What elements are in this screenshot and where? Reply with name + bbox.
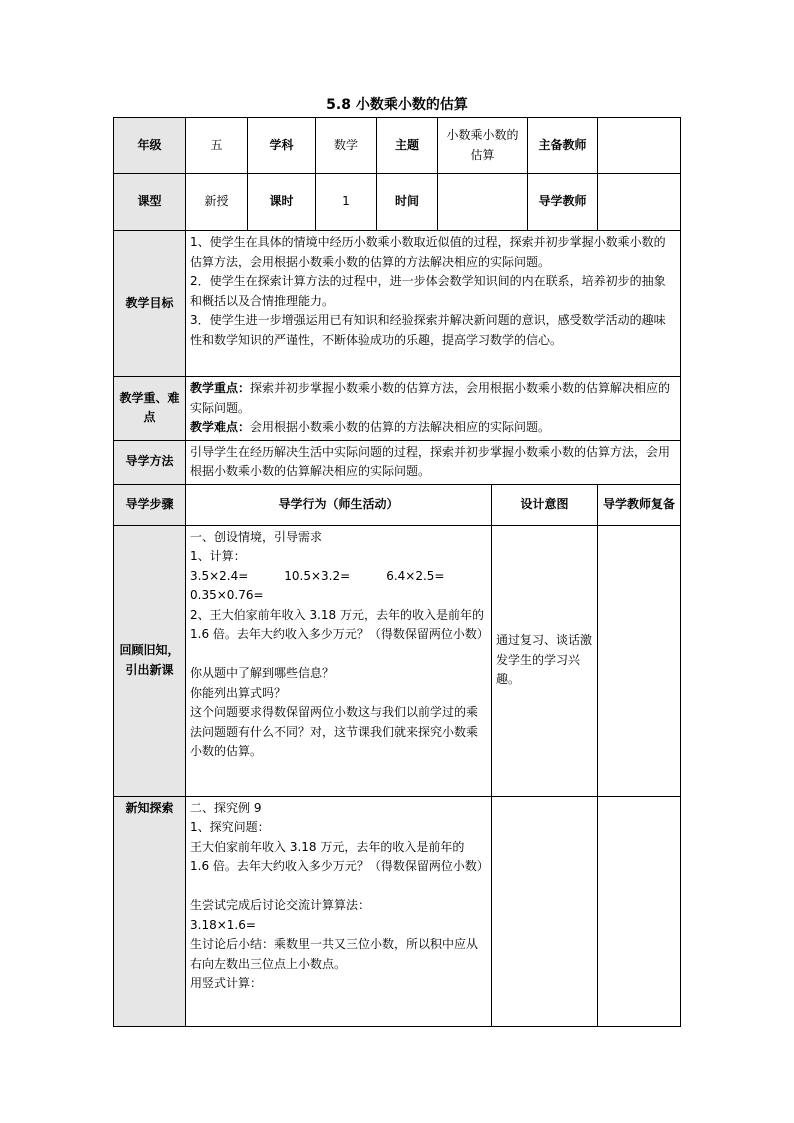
section1-heading: 一、创设情境，引导需求 xyxy=(190,529,323,544)
document-title: 5.8 小数乘小数的估算 xyxy=(326,97,468,113)
section2-expression: 3.18×1.6= xyxy=(190,917,256,932)
objectives-row xyxy=(114,231,681,377)
calc-line-1: 3.5×2.4= 10.5×3.2= 6.4×2.5= xyxy=(190,568,445,583)
info-row-1 xyxy=(114,118,681,174)
section1-row xyxy=(114,525,681,796)
key-label: 教学重点： xyxy=(190,381,251,395)
lead-teacher-label: 主备教师 xyxy=(528,118,598,174)
guide-teacher-value xyxy=(598,174,681,231)
intent-header: 设计意图 xyxy=(492,484,598,525)
calc-label: 1、计算： xyxy=(190,549,246,563)
question-3: 这个问题要求得数保留两位小数这与我们以前学过的乘法问题题有什么不同？对，这节课我们就来探究小数乘小数的估算。 xyxy=(190,705,479,758)
calc-line-2: 0.35×0.76= xyxy=(190,588,264,602)
type-value: 新授 xyxy=(186,174,248,231)
subject-label: 学科 xyxy=(248,118,316,174)
type-label: 课型 xyxy=(114,174,186,231)
period-value: 1 xyxy=(316,174,377,231)
question-2: 你能列出算式吗？ xyxy=(190,685,287,700)
key-points-label: 教学重、难点 xyxy=(114,377,186,441)
section2-try: 生尝试完成后讨论交流计算算法： xyxy=(190,898,371,912)
section2-summary: 生讨论后小结：乘数里一共又三位小数，所以积中应从右向左数出三位点上小数点。 xyxy=(190,937,479,971)
key-points-row xyxy=(114,377,681,441)
objectives-content xyxy=(186,231,681,377)
grade-value: 五 xyxy=(186,118,248,174)
section1-label: 回顾旧知，引出新课 xyxy=(114,525,186,796)
question-1: 你从题中了解到哪些信息？ xyxy=(190,666,335,680)
section2-content xyxy=(186,796,492,1026)
section2-label: 新知探索 xyxy=(114,796,186,1026)
period-label: 课时 xyxy=(248,174,316,231)
section2-vertical: 用竖式计算： xyxy=(190,976,263,990)
method-label: 导学方法 xyxy=(114,440,186,484)
time-label: 时间 xyxy=(377,174,438,231)
time-value xyxy=(438,174,528,231)
key-text: 探索并初步掌握小数乘小数的估算方法，会用根据小数乘小数的估算解决相应的实际问题。 xyxy=(190,381,671,415)
grade-label: 年级 xyxy=(114,118,186,174)
key-points-content xyxy=(186,377,681,441)
guide-teacher-label: 导学教师 xyxy=(528,174,598,231)
objective-1: 1、使学生在具体的情境中经历小数乘小数取近似值的过程，探索并初步掌握小数乘小数的估算方法，会用根据小数乘小数的估算的方法解决相应的实际问题。 xyxy=(190,235,666,269)
prep-header: 导学教师复备 xyxy=(598,484,681,525)
info-row-2 xyxy=(114,174,681,231)
section2-intent xyxy=(492,796,598,1026)
difficulty-label: 教学难点： xyxy=(190,420,251,434)
objective-3: 3．使学生进一步增强运用已有知识和经验探索并解决新问题的意识，感受数学活动的趣味性和数学知识的严谨性，不断体验成功的乐趣，提高学习数学的信心。 xyxy=(190,313,666,347)
topic-value: 小数乘小数的估算 xyxy=(438,118,528,174)
section1-problem: 2、王大伯家前年收入 3.18 万元，去年的收入是前年的 1.6 倍。去年大约收入多少万元？（得数保留两位小数） xyxy=(190,607,489,641)
step-header: 导学步骤 xyxy=(114,484,186,525)
method-row xyxy=(114,440,681,484)
section1-prep xyxy=(598,525,681,796)
difficulty-text: 会用根据小数乘小数的估算的方法解决相应的实际问题。 xyxy=(250,420,551,434)
subject-value: 数学 xyxy=(316,118,377,174)
section2-row xyxy=(114,796,681,1026)
section1-intent: 通过复习、谈话激发学生的学习兴趣。 xyxy=(492,525,598,796)
method-text: 引导学生在经历解决生活中实际问题的过程，探索并初步掌握小数乘小数的估算方法，会用根据小数乘小数的估算解决相应的实际问题。 xyxy=(186,440,681,484)
objectives-label: 教学目标 xyxy=(114,231,186,377)
objective-2: 2．使学生在探索计算方法的过程中，进一步体会数学知识间的内在联系，培养初步的抽象和概括以及合情推理能力。 xyxy=(190,274,666,308)
section1-content xyxy=(186,525,492,796)
steps-header-row xyxy=(114,484,681,525)
behavior-header: 导学行为（师生活动） xyxy=(186,484,492,525)
section2-sub: 1、探究问题： xyxy=(190,820,270,834)
section2-problem: 王大伯家前年收入 3.18 万元，去年的收入是前年的 1.6 倍。去年大约收入多少万元？（得数保留两位小数） xyxy=(190,839,489,873)
lesson-plan-table xyxy=(113,117,681,1027)
section2-prep xyxy=(598,796,681,1026)
lead-teacher-value xyxy=(598,118,681,174)
section2-heading: 二、探究例 9 xyxy=(190,800,262,815)
topic-label: 主题 xyxy=(377,118,438,174)
